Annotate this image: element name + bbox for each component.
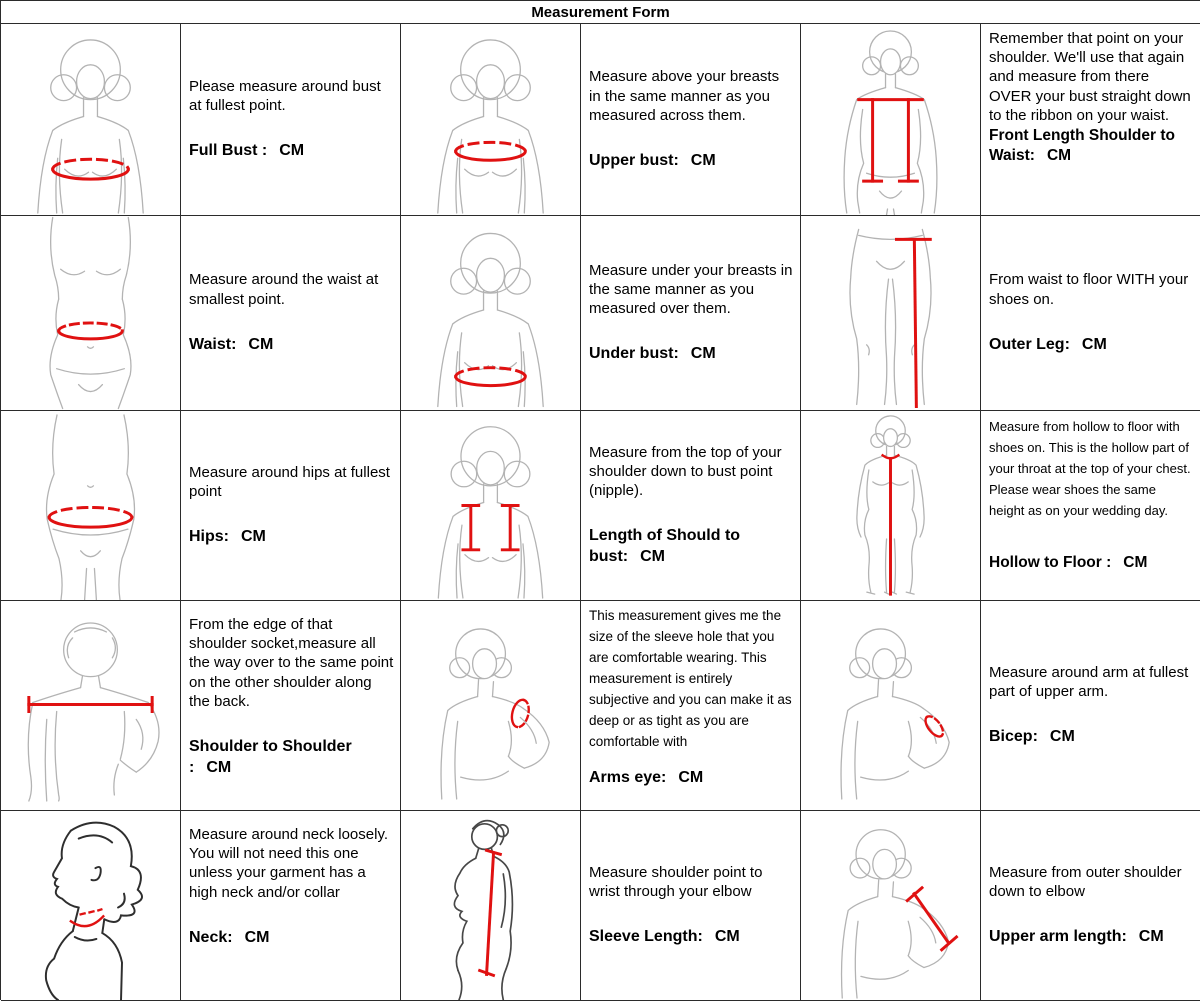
instruction-cell-sleeve-length (581, 811, 801, 1001)
figure-cell-under-bust (401, 216, 581, 411)
measurement-description: Measure around the waist at smallest point. (189, 271, 379, 308)
measurement-description: This measurement gives me the size of the sleeve hole that you are comfortable wearing. This measurement is entirely subjective and you can make it as deep or as tight as you are comfortable with (589, 608, 792, 749)
measurement-unit: CM (1123, 554, 1148, 572)
figure-cell-bicep (801, 601, 981, 811)
measurement-unit: CM (640, 548, 665, 566)
measurement-description: Measure around arm at fullest part of upper arm. (989, 663, 1189, 701)
figure-cell-shoulder-to-bust (401, 411, 581, 601)
instruction-cell-neck (181, 811, 401, 1001)
measurement-label (989, 553, 1194, 573)
measurement-name: Bicep: (989, 728, 1038, 746)
under-bust-figure (401, 216, 580, 410)
figure-cell-hips (1, 411, 181, 601)
instruction-cell-hips (181, 411, 401, 601)
instruction-cell-upper-arm-length (981, 811, 1200, 1001)
measurement-description: Please measure around bust at fullest point. (189, 77, 381, 115)
measurement-name: Upper arm length: (989, 928, 1127, 946)
instruction-cell-hollow-to-floor (981, 411, 1200, 601)
neck-figure (1, 811, 180, 1000)
instruction-cell-upper-bust (581, 24, 801, 216)
upper-bust-measure-ellipse (456, 142, 526, 160)
figure-cell-shoulder-to-shoulder (1, 601, 181, 811)
measurement-label (189, 928, 394, 949)
waist-measure-ellipse (59, 323, 123, 339)
hips-measure-ellipse (49, 507, 132, 527)
figure-cell-upper-bust (401, 24, 581, 216)
measurement-unit: CM (206, 758, 232, 776)
measurement-unit: CM (714, 928, 740, 946)
instruction-cell-outer-leg (981, 216, 1200, 411)
measurement-description: Measure shoulder point to wrist through your elbow (589, 863, 763, 901)
waist-figure (1, 216, 180, 410)
instruction-cell-bicep (981, 601, 1200, 811)
measurement-label (589, 151, 794, 172)
measurement-unit: CM (690, 345, 716, 363)
measurement-unit: CM (244, 928, 270, 946)
measurement-label (589, 768, 794, 789)
figure-cell-neck (1, 811, 181, 1001)
measurement-unit: CM (1081, 335, 1107, 353)
measurement-description: Measure from the top of your shoulder down to bust point (nipple). (589, 443, 782, 500)
figure-cell-outer-leg (801, 216, 981, 411)
measurement-unit: CM (241, 528, 266, 546)
measurement-label (989, 335, 1194, 356)
measurement-unit: CM (690, 151, 716, 169)
front-length-measure-lines (859, 100, 923, 182)
full-bust-figure (1, 24, 180, 215)
instruction-cell-arms-eye (581, 601, 801, 811)
measurement-label (989, 927, 1194, 948)
measurement-description: Measure from hollow to floor with shoes on. This is the hollow part of your throat at the top of your chest. Please wear shoes the same height as on your wedding day. (989, 419, 1191, 519)
measurement-name: Sleeve Length: (589, 928, 703, 946)
instruction-cell-shoulder-to-shoulder (181, 601, 401, 811)
measurement-unit: CM (248, 335, 274, 353)
measurement-name: Shoulder to Shoulder : (189, 737, 352, 776)
front-length-figure (801, 24, 980, 215)
measurement-description: Measure from outer shoulder down to elbow (989, 863, 1182, 901)
measurement-unit: CM (1046, 147, 1072, 165)
shoulder-to-bust-figure (401, 411, 580, 600)
measurement-label (989, 727, 1194, 748)
sleeve-length-measure-line (480, 850, 501, 975)
measurement-name: Front Length Shoulder to Waist: (989, 126, 1175, 165)
figure-cell-front-length (801, 24, 981, 216)
under-bust-measure-ellipse (456, 368, 526, 386)
measurement-unit: CM (279, 142, 305, 160)
instruction-cell-shoulder-to-bust (581, 411, 801, 601)
figure-cell-sleeve-length (401, 811, 581, 1001)
measurement-name: Upper bust: (589, 151, 679, 169)
measurement-description: From the edge of that shoulder socket,measure all the way over to the same point on the other shoulder along the back. (189, 616, 394, 710)
figure-cell-arms-eye (401, 601, 581, 811)
measurement-description: Measure above your breasts in the same manner as you measured across them. (589, 68, 780, 124)
measurement-name: Hips: (189, 528, 229, 546)
hollow-to-floor-measure-line (883, 455, 899, 594)
figure-cell-hollow-to-floor (801, 411, 981, 601)
measurement-label (589, 526, 794, 568)
measurement-name: Arms eye: (589, 769, 667, 787)
sleeve-length-figure (401, 811, 580, 1000)
measurement-description: Measure around neck loosely. You will not need this one unless your garment has a high neck and/or collar (189, 826, 388, 901)
measurement-label (189, 141, 394, 162)
measurement-label (589, 344, 794, 365)
upper-arm-measure-line (907, 888, 956, 950)
measurement-name: Full Bust : (189, 142, 268, 160)
measurement-name: Under bust: (589, 345, 679, 363)
instruction-cell-full-bust (181, 24, 401, 216)
shoulder-to-shoulder-figure (1, 601, 180, 810)
outer-leg-figure (801, 216, 980, 410)
measurement-unit: CM (1049, 728, 1075, 746)
hollow-to-floor-figure (801, 411, 980, 600)
shoulder-to-bust-measure-lines (463, 506, 518, 550)
upper-arm-length-figure (801, 811, 980, 1000)
measurement-label (189, 737, 394, 779)
measurement-name: Length of Should to bust: (589, 527, 741, 566)
measurement-description: Measure under your breasts in the same manner as you measured over them. (589, 261, 793, 318)
measurement-name: Hollow to Floor : (989, 554, 1112, 572)
upper-bust-figure (401, 24, 580, 215)
measurement-label (189, 335, 394, 356)
instruction-cell-front-length (981, 24, 1200, 216)
measurement-description: Remember that point on your shoulder. We'll use that again and measure from there OVER your bust straight down to the ribbon on your waist. (989, 30, 1191, 124)
measurement-label (989, 126, 1194, 166)
hips-figure (1, 411, 180, 600)
bicep-figure (801, 601, 980, 810)
page-title: Measurement Form (1, 1, 1200, 24)
measurement-label (189, 527, 394, 548)
measurement-name: Neck: (189, 928, 233, 946)
measurement-name: Outer Leg: (989, 335, 1070, 353)
measurement-description: Measure around hips at fullest point (189, 463, 390, 501)
measurement-description: From waist to floor WITH your shoes on. (989, 271, 1189, 308)
arms-eye-figure (401, 601, 580, 810)
shoulder-to-shoulder-measure-line (29, 698, 152, 712)
measurement-unit: CM (678, 769, 704, 787)
instruction-cell-waist (181, 216, 401, 411)
instruction-cell-under-bust (581, 216, 801, 411)
figure-cell-waist (1, 216, 181, 411)
figure-cell-full-bust (1, 24, 181, 216)
measurement-unit: CM (1138, 928, 1164, 946)
figure-cell-upper-arm-length (801, 811, 981, 1001)
measurement-name: Waist: (189, 335, 237, 353)
measurement-label (589, 927, 794, 948)
